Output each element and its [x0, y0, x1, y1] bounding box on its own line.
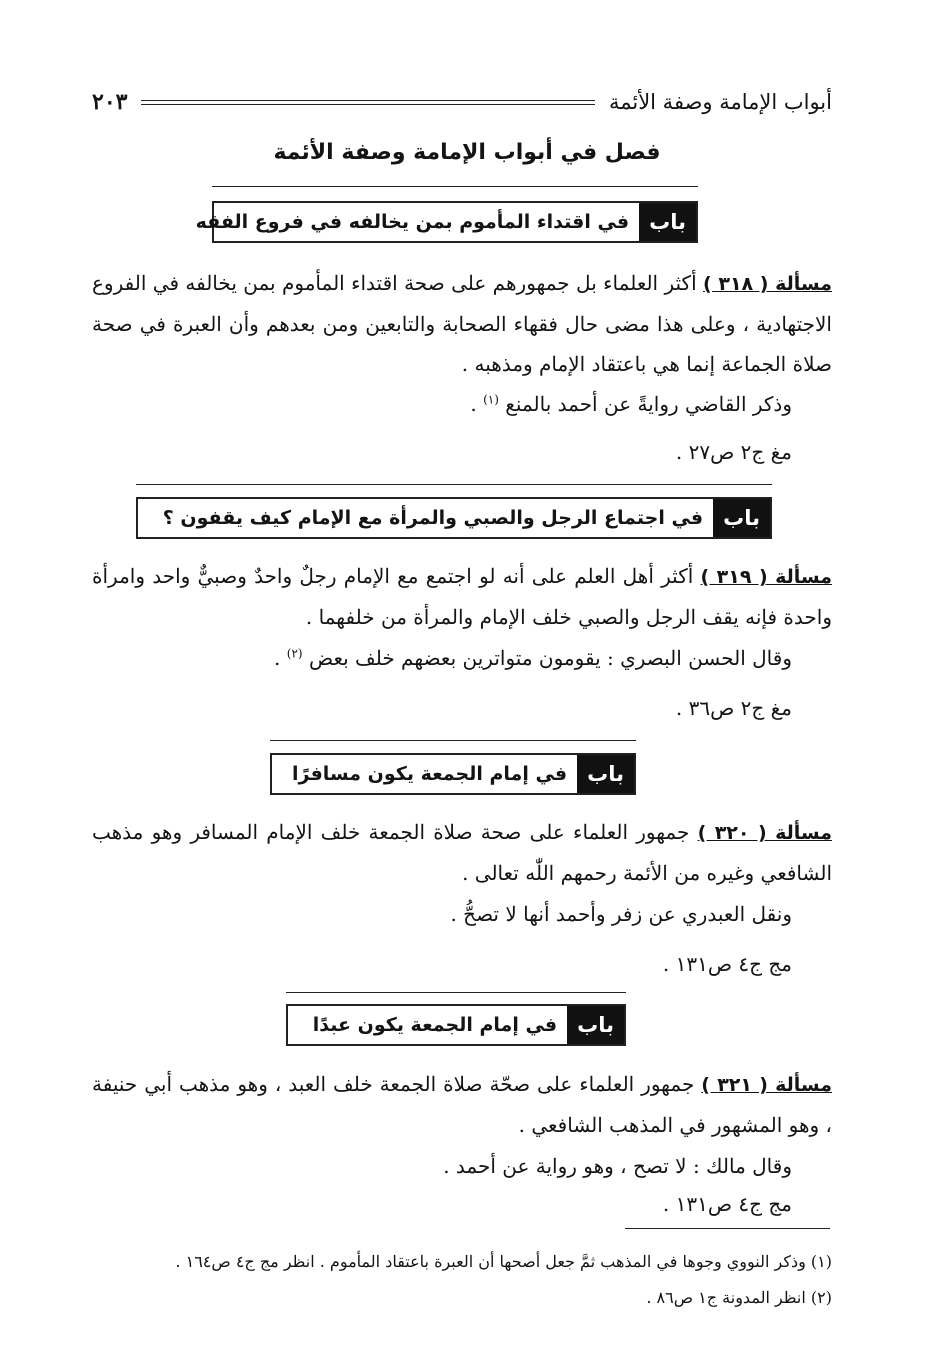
question-paragraph [92, 263, 832, 384]
question-number: مسألة ( ٣٢٠ ) [697, 822, 832, 844]
bab-label: باب [577, 755, 634, 793]
source-reference: مج ج٤ ص١٣١ . [662, 1192, 792, 1216]
chapter-title: فصل في أبواب الإمامة وصفة الأئمة [273, 140, 661, 165]
source-reference: مج ج٤ ص١٣١ . [662, 952, 792, 976]
footnote: (١) وذكر النووي وجوها في المذهب ثمَّ جعل أصحها أن العبرة باعتقاد المأموم . انظر مج ج٤ ص١٦٤ . [175, 1252, 832, 1271]
opinion-note: وذكر القاضي روايةً عن أحمد بالمنع $^{(١)}$ . [470, 392, 792, 416]
question-paragraph [92, 812, 832, 893]
question-paragraph [92, 1064, 832, 1145]
bab-heading [195, 201, 698, 243]
bab-overline [136, 484, 772, 485]
bab-overline [286, 992, 626, 993]
opinion-note: وقال مالك : لا تصح ، وهو رواية عن أحمد . [443, 1154, 792, 1178]
question-number: مسألة ( ٣١٨ ) [703, 273, 832, 295]
bab-title: في اقتداء المأموم بمن يخالفه في فروع الفقه [195, 211, 630, 233]
question-body: أكثر أهل العلم على أنه لو اجتمع مع الإمام رجلٌ واحدٌ وصبيٌّ واحد وامرأة واحدة فإنه يقف الرجل والصبي خلف الإمام والمرأة من خلفهما . [92, 564, 832, 629]
bab-title: في إمام الجمعة يكون مسافرًا [292, 763, 568, 785]
bab-heading [136, 497, 772, 539]
bab-overline [212, 186, 698, 187]
opinion-note: ونقل العبدري عن زفر وأحمد أنها لا تصحُّ . [450, 902, 792, 926]
page-number: ٢٠٣ [92, 89, 128, 115]
question-number: مسألة ( ٣٢١ ) [701, 1074, 833, 1096]
bab-overline [270, 740, 636, 741]
opinion-note: وقال الحسن البصري : يقومون متواترين بعضهم خلف بعض $^{(٢)}$ . [274, 646, 792, 670]
question-body: جمهور العلماء على صحّة صلاة الجمعة خلف العبد ، وهو مذهب أبي حنيفة ، وهو المشهور في المذهب الشافعي . [92, 1072, 832, 1137]
question-number: مسألة ( ٣١٩ ) [700, 566, 832, 588]
bab-label: باب [713, 499, 770, 537]
question-paragraph [92, 556, 832, 637]
bab-heading [270, 753, 636, 795]
source-reference: مغ ج٢ ص٣٦ . [675, 696, 792, 720]
source-reference: مغ ج٢ ص٢٧ . [675, 440, 792, 464]
running-header [92, 82, 832, 122]
question-body: جمهور العلماء على صحة صلاة الجمعة خلف الإمام المسافر وهو مذهب الشافعي وغيره من الأئمة رحمهم اللّٰه تعالى . [92, 820, 832, 885]
bab-label: باب [567, 1006, 624, 1044]
bab-title: في اجتماع الرجل والصبي والمرأة مع الإمام كيف يقفون ؟ [162, 507, 704, 529]
bab-title: في إمام الجمعة يكون عبدًا [312, 1014, 558, 1036]
bab-heading [286, 1004, 626, 1046]
question-body: أكثر العلماء بل جمهورهم على صحة اقتداء المأموم بمن يخالفه في الفروع الاجتهادية ، وعلى هذا مضى حال فقهاء الصحابة والتابعين ومن بعدهم وأن العبرة في صحة صلاة الجماعة إنما هي باعتقاد الإمام ومذهبه . [92, 271, 832, 376]
footnote: (٢) انظر المدونة ج١ ص٨٦ . [646, 1288, 832, 1307]
header-rule [141, 100, 595, 105]
bab-label: باب [639, 203, 696, 241]
running-title: أبواب الإمامة وصفة الأئمة [608, 90, 832, 114]
footnote-marker: (١) [483, 392, 499, 407]
footnote-separator [625, 1228, 830, 1229]
footnote-marker: (٢) [286, 646, 303, 661]
